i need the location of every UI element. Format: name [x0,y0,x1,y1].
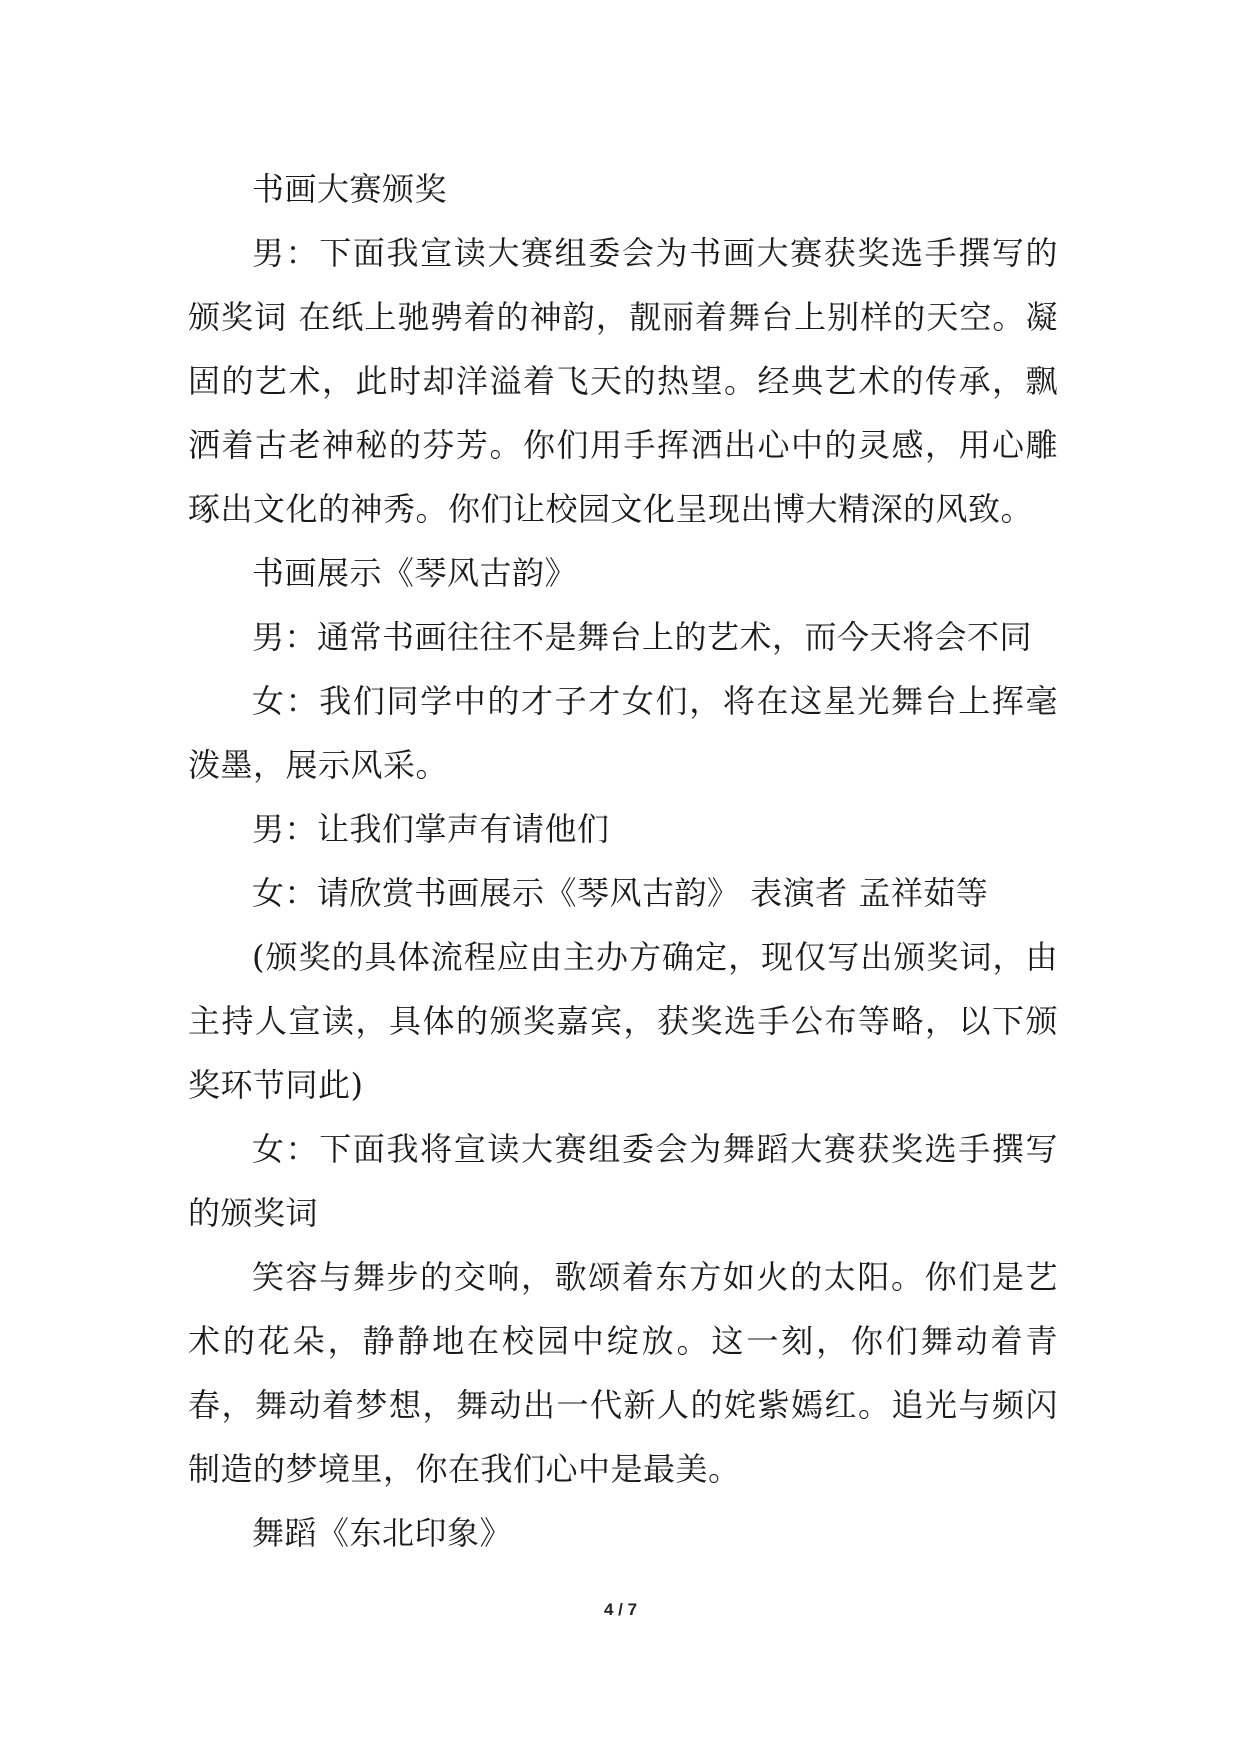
paragraph-award-note: (颁奖的具体流程应由主办方确定，现仅写出颁奖词，由主持人宣读，具体的颁奖嘉宾，获奖选手公布等略，以下颁奖环节同此) [188,938,1058,1104]
paragraph-male-line-1: 男：通常书画往往不是舞台上的艺术，而今天将会不同 [252,618,1033,656]
section-heading-dance-show: 舞蹈《东北印象》 [252,1514,513,1552]
paragraph-male-line-2: 男：让我们掌声有请他们 [252,810,610,848]
paragraph-dance-award-intro: 女：下面我将宣读大赛组委会为舞蹈大赛获奖选手撰写的颁奖词 [188,1130,1058,1232]
paragraph-calligraphy-award-speech: 男：下面我宣读大赛组委会为书画大赛获奖选手撰写的颁奖词 在纸上驰骋着的神韵，靓丽着舞台上别样的天空。凝固的艺术，此时却洋溢着飞天的热望。经典艺术的传承，飘洒着古老神秘的芬芳。你们用手挥洒出心中的灵感，用心雕琢出文化的神秀。你们让校园文化呈现出博大精深的风致。 [188,234,1058,528]
section-heading-calligraphy-show: 书画展示《琴风古韵》 [252,554,578,592]
paragraph-female-line-2: 女：请欣赏书画展示《琴风古韵》 表演者 孟祥茹等 [252,874,989,912]
document-body [188,157,1058,1565]
page-number: 4 / 7 [603,1600,638,1619]
paragraph-dance-award-speech: 笑容与舞步的交响，歌颂着东方如火的太阳。你们是艺术的花朵，静静地在校园中绽放。这一刻，你们舞动着青春，舞动着梦想，舞动出一代新人的姹紫嫣红。追光与频闪制造的梦境里，你在我们心中是最美。 [188,1258,1058,1488]
paragraph-female-line-1: 女：我们同学中的才子才女们，将在这星光舞台上挥毫泼墨，展示风采。 [188,682,1058,784]
section-heading-calligraphy-award: 书画大赛颁奖 [252,170,448,208]
